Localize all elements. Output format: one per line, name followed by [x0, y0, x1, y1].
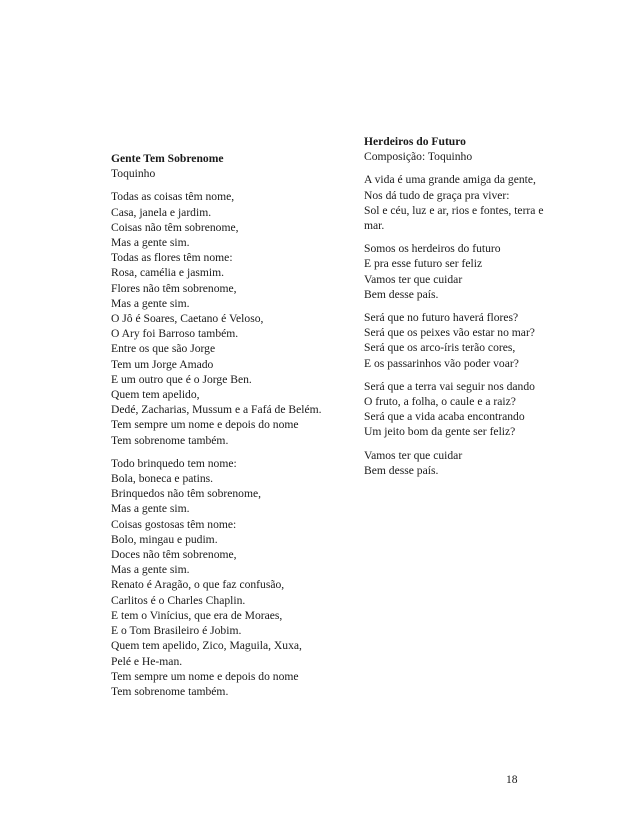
lyric-line: O fruto, a folha, o caule e a raiz?	[364, 395, 516, 409]
lyric-line: Bem desse país.	[364, 463, 439, 477]
lyric-line: Todas as coisas têm nome,	[111, 190, 235, 204]
stanza	[364, 448, 594, 478]
lyric-line: A vida é uma grande amiga da gente,	[364, 173, 536, 187]
lyric-line: Será que no futuro haverá flores?	[364, 311, 519, 325]
lyric-line: Mas a gente sim.	[111, 502, 190, 516]
right-song-composer: Composição: Toquinho	[364, 150, 473, 164]
lyric-line: O Jô é Soares, Caetano é Veloso,	[111, 312, 264, 326]
lyric-line: Tem sobrenome também.	[111, 433, 229, 447]
lyric-line: Pelé e He-man.	[111, 654, 183, 668]
page-number: 18	[506, 773, 518, 786]
lyric-line: Somos os herdeiros do futuro	[364, 242, 501, 256]
stanza	[364, 172, 594, 233]
lyric-line: Mas a gente sim.	[111, 296, 190, 310]
lyric-line: Tem sempre um nome e depois do nome	[111, 418, 299, 432]
lyric-line: Vamos ter que cuidar	[364, 272, 463, 286]
lyric-line: O Ary foi Barroso também.	[111, 327, 239, 341]
lyric-line: Tem sempre um nome e depois do nome	[111, 669, 299, 683]
stanza	[364, 241, 594, 302]
left-song-title: Gente Tem Sobrenome	[111, 152, 224, 165]
left-song-author: Toquinho	[111, 167, 156, 181]
lyric-line: Bola, boneca e patins.	[111, 472, 214, 486]
lyric-line: Sol e céu, luz e ar, rios e fontes, terra e	[364, 203, 544, 217]
lyric-line: Bolo, mingau e pudim.	[111, 532, 218, 546]
lyric-line: Brinquedos não têm sobrenome,	[111, 487, 262, 501]
lyric-line: Mas a gente sim.	[111, 236, 190, 250]
lyric-line: Flores não têm sobrenome,	[111, 281, 237, 295]
lyric-line: E tem o Vinícius, que era de Moraes,	[111, 608, 283, 622]
stanza	[111, 456, 351, 699]
lyric-line: Quem tem apelido, Zico, Maguila, Xuxa,	[111, 639, 302, 653]
lyric-line: Um jeito bom da gente ser feliz?	[364, 425, 516, 439]
lyric-line: Doces não têm sobrenome,	[111, 548, 237, 562]
lyric-line: Será que os peixes vão estar no mar?	[364, 326, 535, 340]
lyric-line: Coisas não têm sobrenome,	[111, 220, 239, 234]
lyric-line: Dedé, Zacharias, Mussum e a Fafá de Belém.	[111, 403, 322, 417]
right-song	[364, 134, 594, 478]
right-song-title: Herdeiros do Futuro	[364, 135, 466, 148]
lyric-line: Carlitos é o Charles Chaplin.	[111, 593, 246, 607]
left-song-lyrics	[111, 189, 351, 699]
lyric-line: Todas as flores têm nome:	[111, 251, 233, 265]
lyric-line: Mas a gente sim.	[111, 563, 190, 577]
lyric-line: Todo brinquedo tem nome:	[111, 456, 237, 470]
lyric-line: Será que os arco-íris terão cores,	[364, 341, 516, 355]
lyric-line: Vamos ter que cuidar	[364, 448, 463, 462]
lyric-line: E um outro que é o Jorge Ben.	[111, 372, 252, 386]
lyric-line: E pra esse futuro ser feliz	[364, 257, 483, 271]
lyric-line: Rosa, camélia e jasmim.	[111, 266, 225, 280]
spacer	[364, 164, 594, 172]
lyric-line: Será que a vida acaba encontrando	[364, 410, 525, 424]
left-song	[111, 151, 351, 699]
lyric-line: mar.	[364, 219, 385, 233]
lyric-line: Casa, janela e jardim.	[111, 205, 212, 219]
lyric-line: Será que a terra vai seguir nos dando	[364, 379, 535, 393]
stanza	[111, 189, 351, 447]
lyric-line: Tem sobrenome também.	[111, 684, 229, 698]
spacer	[111, 181, 351, 189]
lyric-line: Renato é Aragão, o que faz confusão,	[111, 578, 285, 592]
lyric-line: Entre os que são Jorge	[111, 342, 216, 356]
right-song-lyrics	[364, 172, 594, 478]
lyric-line: Tem um Jorge Amado	[111, 357, 214, 371]
lyric-line: E os passarinhos vão poder voar?	[364, 356, 519, 370]
stanza	[364, 310, 594, 371]
lyric-line: Bem desse país.	[364, 287, 439, 301]
lyric-line: Coisas gostosas têm nome:	[111, 517, 237, 531]
lyric-line: Quem tem apelido,	[111, 388, 200, 402]
stanza	[364, 379, 594, 440]
lyric-line: E o Tom Brasileiro é Jobim.	[111, 624, 242, 638]
lyric-line: Nos dá tudo de graça pra viver:	[364, 188, 510, 202]
